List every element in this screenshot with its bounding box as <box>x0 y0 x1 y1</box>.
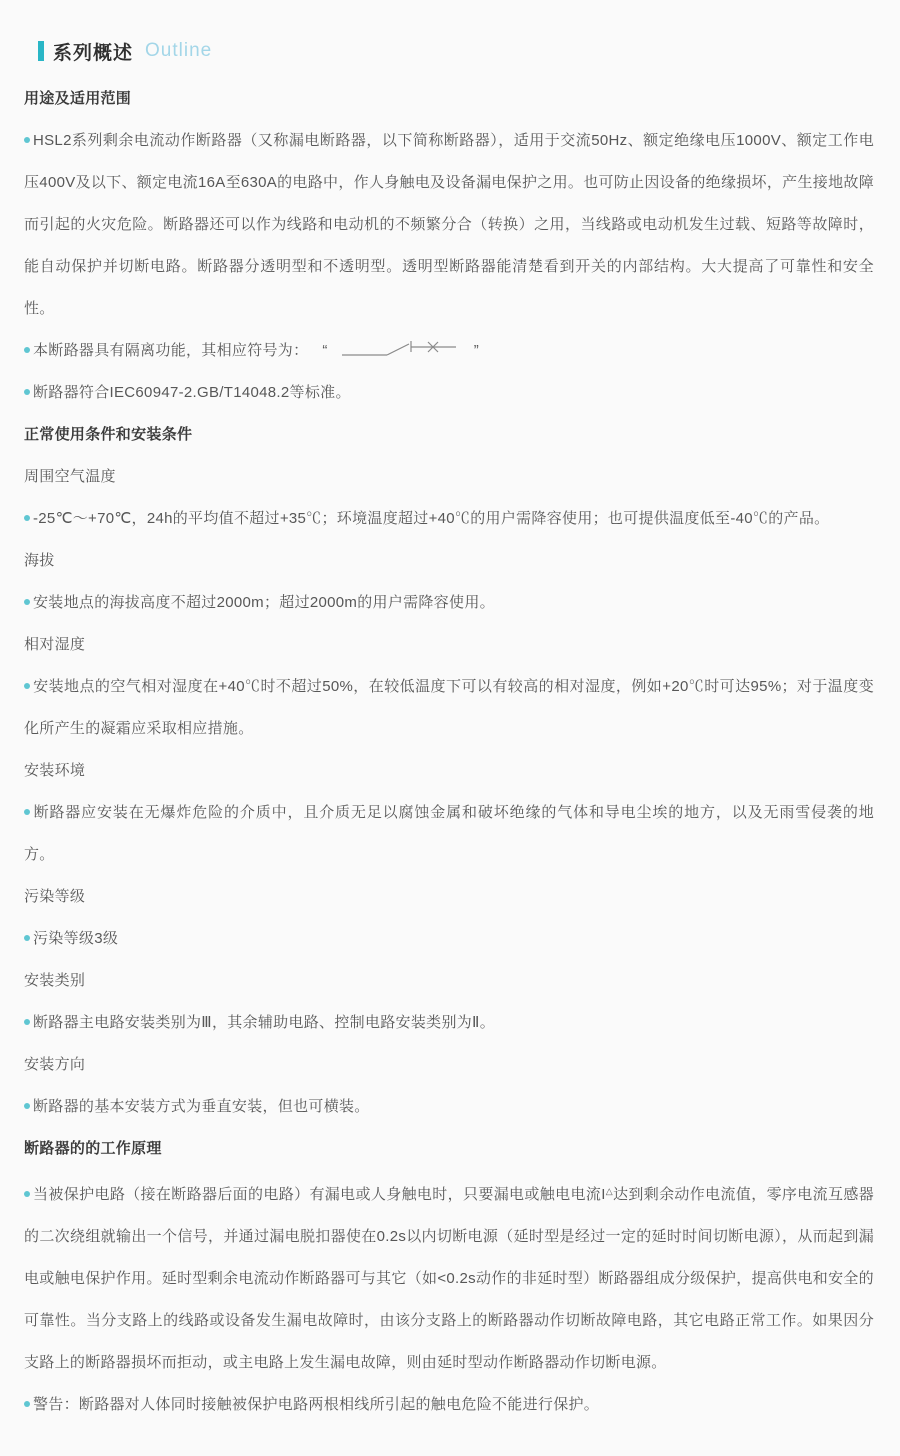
sub-label: 安装类别 <box>24 972 86 989</box>
isolation-function-symbol-icon <box>340 339 458 359</box>
bullet-paragraph <box>24 372 874 414</box>
bullet-icon <box>24 1401 30 1407</box>
paragraph-text: 污染等级3级 <box>33 930 119 947</box>
bullet-paragraph <box>24 120 874 330</box>
paragraph-text: 警告：断路器对人体同时接触被保护电路两根相线所引起的触电危险不能进行保护。 <box>33 1396 600 1413</box>
paragraph-text: HSL2系列剩余电流动作断路器（又称漏电断路器，以下简称断路器），适用于交流50Hz、额定绝缘电压1000V、额定工作电压400V及以下、额定电流16A至630A的电路中，作人身触电及设备漏电保护之用。也可防止因设备的绝缘损坏，产生接地故障而引起的火灾危险。断路器还可以作为线路和电动机的不频繁分合（转换）之用，当线路或电动机发生过载、短路等故障时，能自动保护并切断电路。断路器分透明型和不透明型。透明型断路器能清楚看到开关的内部结构。大大提高了可靠性和安全性。 <box>24 132 874 317</box>
sub-label: 周围空气温度 <box>24 468 116 485</box>
bullet-icon <box>24 389 30 395</box>
bullet-paragraph <box>24 1002 874 1044</box>
paragraph-text: 达到剩余动作电流值，零序电流互感器的二次绕组就输出一个信号，并通过漏电脱扣器使在0.2s以内切断电源（延时型是经过一定的延时时间切断电源），从而起到漏电或触电保护作用。延时型剩余电流动作断路器可与其它（如<0.2s动作的非延时型）断路器组成分级保护，提高供电和安全的可靠性。当分支路上的线路或设备发生漏电故障时，由该分支路上的断路器动作切断故障电路，其它电路正常工作。如果因分支路上的断路器损坏而拒动，或主电路上发生漏电故障，则由延时型动作断路器动作切断电源。 <box>24 1186 874 1371</box>
bullet-icon <box>24 599 30 605</box>
sub-label: 安装环境 <box>24 762 86 779</box>
paragraph-text: 当被保护电路（接在断路器后面的电路）有漏电或人身触电时，只要漏电或触电电流I <box>33 1186 606 1203</box>
paragraph-text: -25℃～+70℃，24h的平均值不超过+35℃；环境温度超过+40℃的用户需降容使用；也可提供温度低至-40℃的产品。 <box>33 510 830 527</box>
title-accent-bar <box>38 41 44 61</box>
sub-label: 相对湿度 <box>24 636 86 653</box>
sub-label: 安装方向 <box>24 1056 86 1073</box>
bullet-paragraph <box>24 918 874 960</box>
sub-label: 海拔 <box>24 552 55 569</box>
open-quote: “ <box>322 342 328 359</box>
paragraph-text: 断路器主电路安装类别为Ⅲ，其余辅助电路、控制电路安装类别为Ⅱ。 <box>33 1014 496 1031</box>
bullet-paragraph <box>24 1384 874 1426</box>
bullet-icon <box>24 1019 30 1025</box>
heading: 用途及适用范围 <box>24 90 132 107</box>
bullet-icon <box>24 1191 30 1197</box>
heading: 断路器的的工作原理 <box>24 1140 162 1157</box>
heading: 正常使用条件和安装条件 <box>24 426 193 443</box>
bullet-icon <box>24 1103 30 1109</box>
delta-superscript: △ <box>605 1186 614 1196</box>
bullet-icon <box>24 683 30 689</box>
section-title-zh: 系列概述 <box>53 42 134 64</box>
bullet-paragraph <box>24 666 874 750</box>
paragraph-text: 断路器符合IEC60947-2.GB/T14048.2等标准。 <box>33 384 351 401</box>
paragraph-text: 安装地点的海拔高度不超过2000m；超过2000m的用户需降容使用。 <box>33 594 495 611</box>
bullet-paragraph-symbol <box>24 330 874 372</box>
paragraph-text: 断路器的基本安装方式为垂直安装，但也可横装。 <box>33 1098 370 1115</box>
paragraph-text: 安装地点的空气相对湿度在+40℃时不超过50%，在较低温度下可以有较高的相对湿度，例如+20℃时可达95%；对于温度变化所产生的凝霜应采取相应措施。 <box>24 678 874 737</box>
bullet-paragraph <box>24 1170 874 1384</box>
bullet-paragraph <box>24 498 874 540</box>
bullet-icon <box>24 809 30 815</box>
bullet-paragraph <box>24 582 874 624</box>
bullet-icon <box>24 347 30 353</box>
close-quote: ” <box>473 342 479 359</box>
paragraph-text: 断路器应安装在无爆炸危险的介质中，且介质无足以腐蚀金属和破坏绝缘的气体和导电尘埃的地方，以及无雨雪侵袭的地方。 <box>24 804 874 863</box>
bullet-icon <box>24 515 30 521</box>
section-title-en: Outline <box>145 40 213 61</box>
bullet-paragraph <box>24 1086 874 1128</box>
bullet-icon <box>24 935 30 941</box>
paragraph-text: 本断路器具有隔离功能，其相应符号为： <box>33 342 309 359</box>
document-content <box>24 78 874 1426</box>
bullet-icon <box>24 137 30 143</box>
bullet-paragraph <box>24 792 874 876</box>
section-title <box>38 40 874 62</box>
sub-label: 污染等级 <box>24 888 86 905</box>
